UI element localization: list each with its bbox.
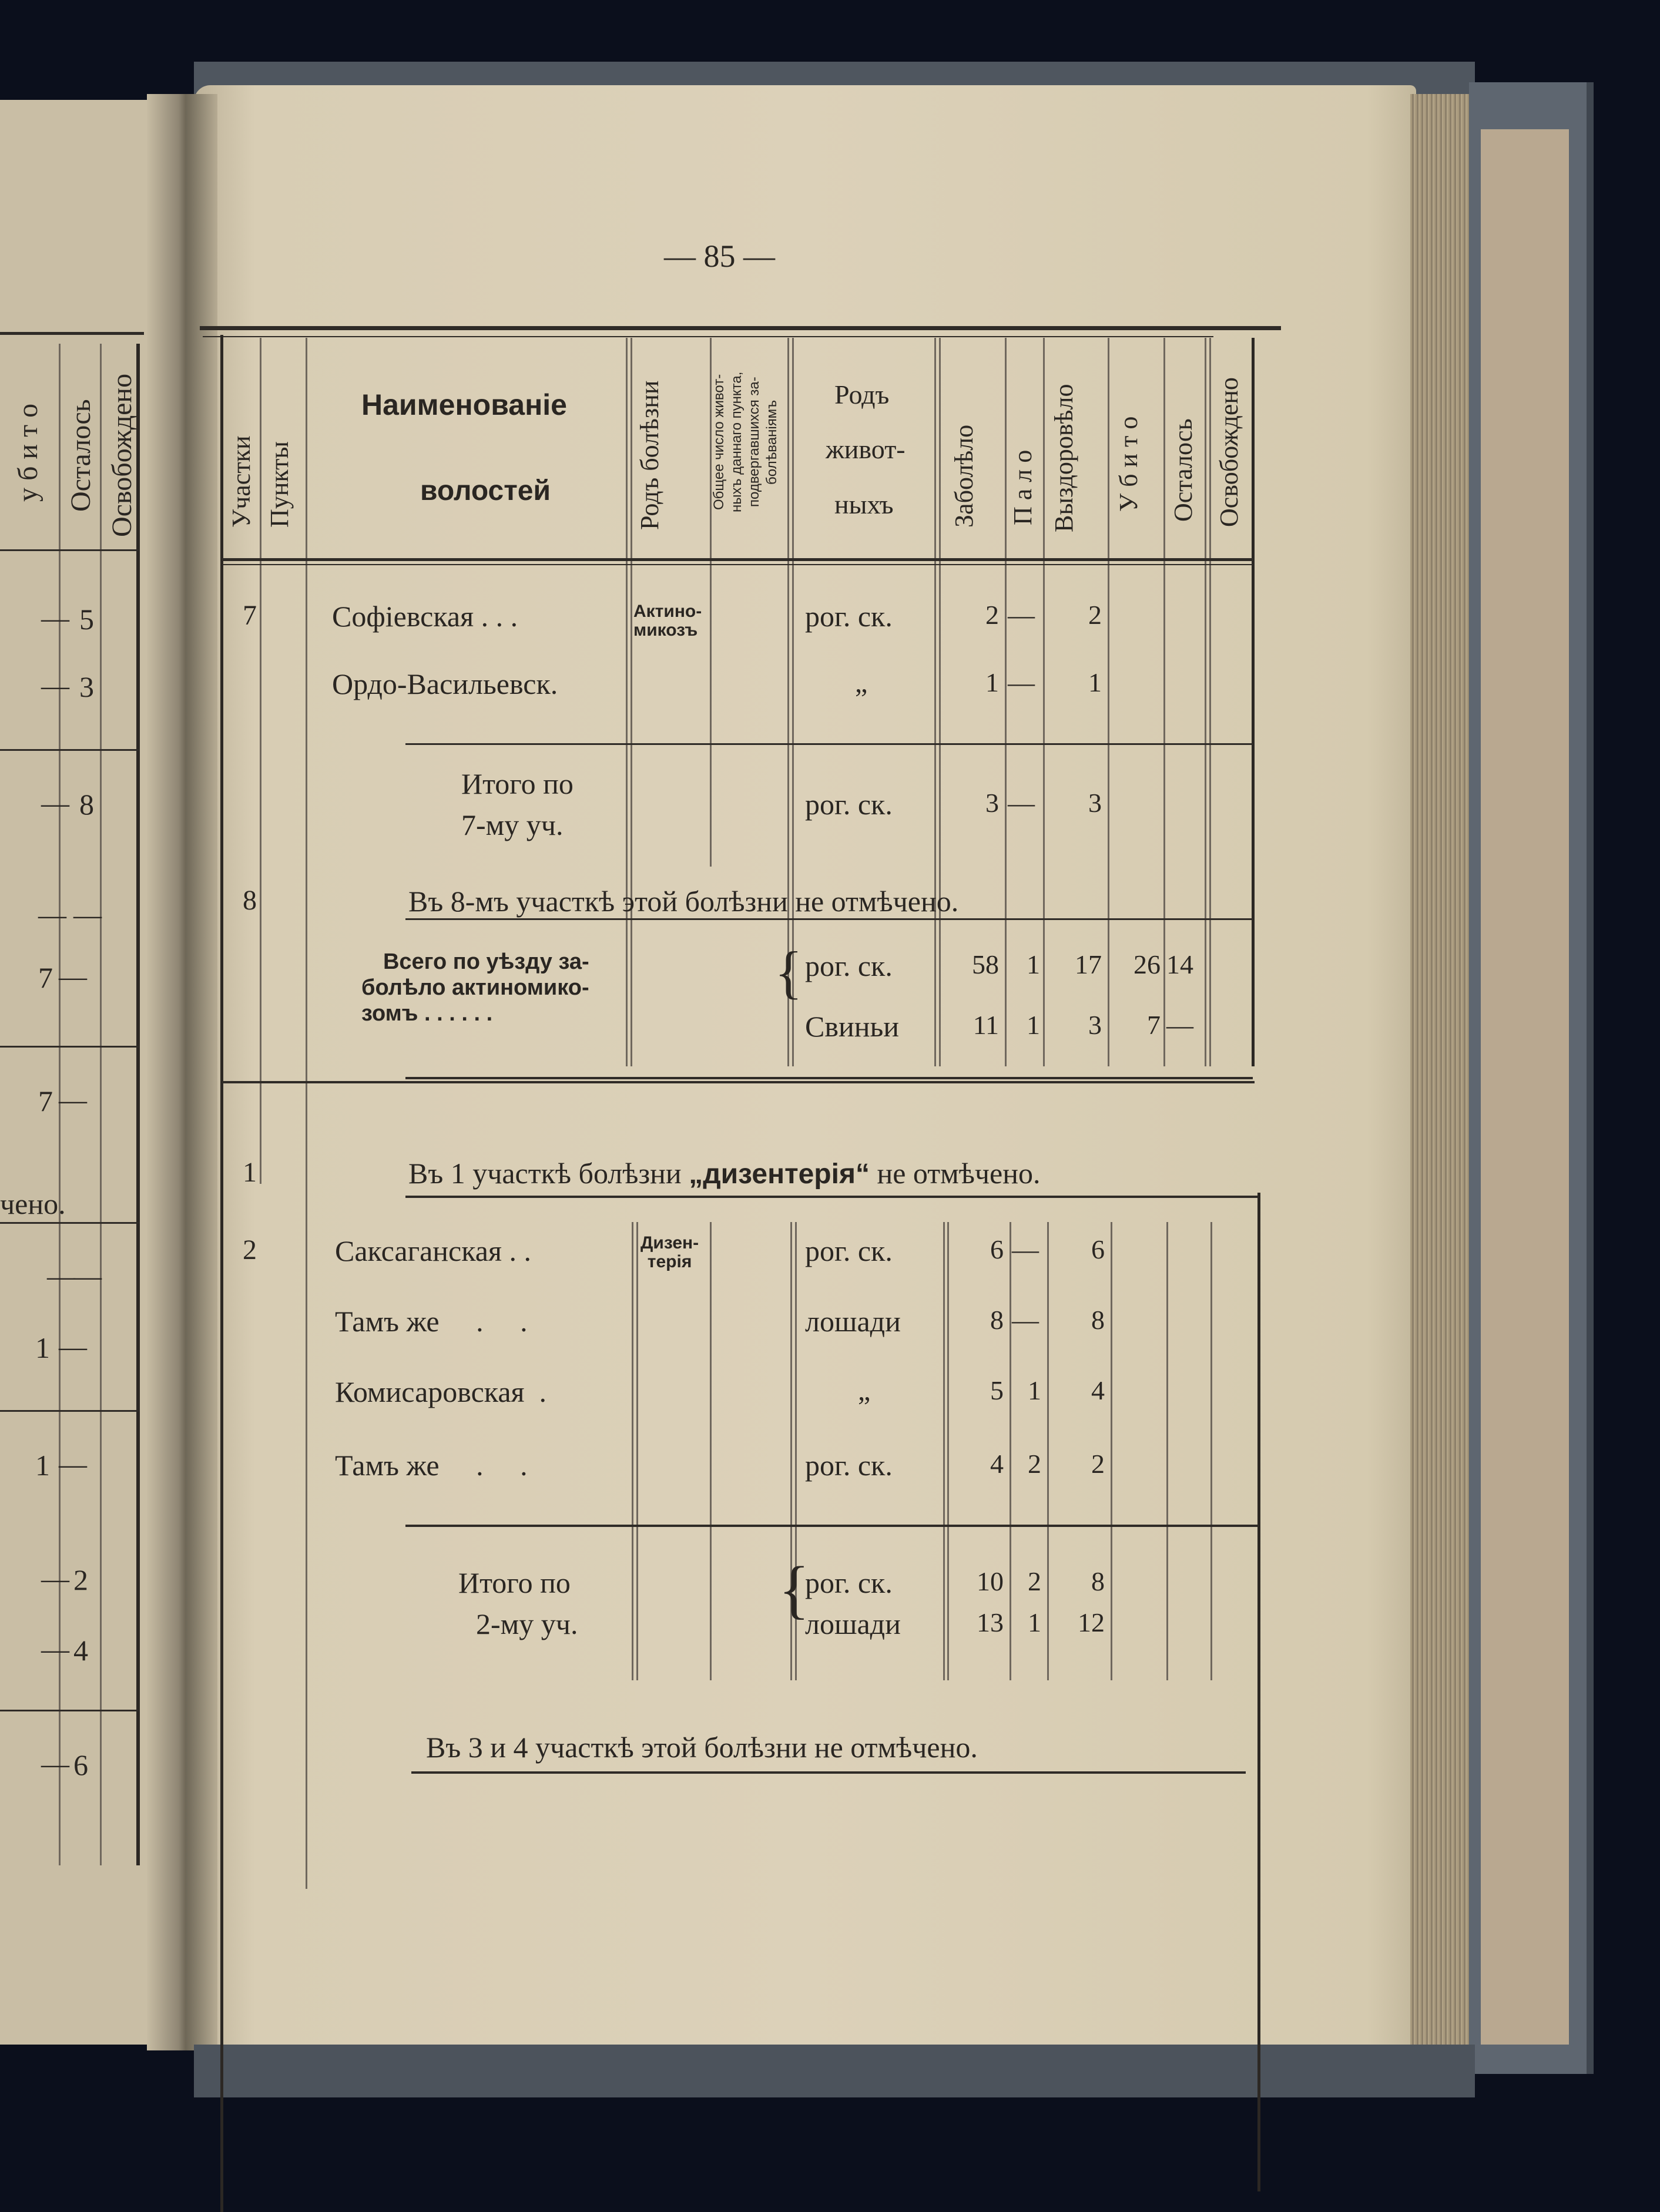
row-disease: Актино- микозъ (633, 602, 702, 640)
row-animal: рог. ск. (805, 788, 893, 821)
row-uchastok: 8 (243, 885, 257, 916)
itogo-label: Итого по (458, 1566, 571, 1599)
left-value: 1 (35, 1331, 50, 1364)
row-animal: рог. ск. (805, 1234, 893, 1267)
left-value: 8 (79, 788, 94, 821)
left-value: 1 (35, 1449, 50, 1482)
header-naimenovanie: Наименованіе (361, 388, 567, 421)
row-animal: рог. ск. (805, 949, 893, 982)
left-value: — (41, 1748, 69, 1780)
row-note: Въ 1 участкѣ болѣзни „дизентерія“ не отмѣчено. (408, 1157, 1041, 1190)
left-value: — (73, 1261, 102, 1292)
cell-ostalos: — (1166, 1010, 1193, 1040)
cell-palo: — (1008, 667, 1035, 697)
left-value: — (59, 1085, 87, 1116)
left-value: — (38, 899, 66, 931)
cell-vyzdorovelo: 3 (1088, 1010, 1102, 1040)
cell-vyzdorovelo: 12 (1078, 1607, 1105, 1637)
vsego-label: Всего по уѣзду за- болѣло актиномико- зомъ . . . . . . (361, 949, 589, 1026)
left-value: — (59, 961, 87, 992)
cell-zabolelo: 8 (990, 1305, 1004, 1335)
row-animal: рог. ск. (805, 1449, 893, 1482)
left-value: 5 (79, 603, 94, 636)
left-header-ubito: у б и т о (12, 403, 43, 502)
left-header-osvobozhdeno: Освобождено (106, 373, 138, 538)
header-ubito: У б и т о (1114, 416, 1143, 512)
row-uchastok: 7 (243, 600, 257, 631)
cell-palo: — (1012, 1234, 1039, 1264)
header-rod-zhivotnykh-3: ныхъ (834, 489, 894, 519)
row-volost: Софіевская . . . (332, 600, 518, 633)
cell-vyzdorovelo: 1 (1088, 667, 1102, 697)
cell-zabolelo: 11 (972, 1010, 999, 1040)
cell-zabolelo: 1 (985, 667, 999, 697)
left-value: — (41, 788, 69, 819)
cell-zabolelo: 4 (990, 1449, 1004, 1479)
cell-zabolelo: 3 (985, 788, 999, 818)
left-value: 4 (73, 1634, 88, 1667)
row-animal: рог. ск. (805, 600, 893, 633)
left-value: — (41, 1563, 69, 1595)
header-punkty: Пункты (265, 441, 294, 528)
left-value: 7 (38, 961, 53, 994)
left-value: — (41, 670, 69, 701)
brace-icon: { (779, 1553, 810, 1625)
brace-icon: { (774, 939, 803, 1005)
itogo-label: 2-му уч. (476, 1607, 578, 1640)
header-ostalos: Осталось (1169, 418, 1198, 522)
left-value: — (41, 1634, 69, 1665)
header-palo: П а л о (1008, 449, 1037, 526)
header-uchastki: Участки (227, 435, 256, 528)
left-value: — (47, 1261, 75, 1292)
left-value: 2 (73, 1563, 88, 1596)
cell-vyzdorovelo: 2 (1088, 600, 1102, 630)
left-value: — (41, 603, 69, 634)
row-animal: лошади (805, 1607, 901, 1640)
cell-zabolelo: 2 (985, 600, 999, 630)
cell-ubito: 26 (1134, 949, 1161, 979)
cell-zabolelo: 6 (990, 1234, 1004, 1264)
itogo-label: Итого по (461, 767, 574, 800)
book-cover-bottom (194, 2045, 1475, 2097)
row-volost: Тамъ же . . (335, 1305, 528, 1338)
cell-zabolelo: 13 (977, 1607, 1004, 1637)
cell-vyzdorovelo: 17 (1075, 949, 1102, 979)
book-endpaper (1481, 129, 1569, 2045)
left-value: — (59, 1449, 87, 1480)
cell-zabolelo: 5 (990, 1375, 1004, 1405)
cell-vyzdorovelo: 4 (1091, 1375, 1105, 1405)
header-osvobozhdeno: Освобождено (1215, 377, 1243, 528)
left-value: 3 (79, 670, 94, 703)
left-value: — (59, 1331, 87, 1362)
header-zabolelo: Заболѣло (950, 424, 978, 528)
cell-palo: — (1008, 600, 1035, 630)
left-value: — (73, 899, 102, 931)
header-rod-zhivotnykh-2: живот- (826, 434, 906, 464)
cell-palo: 1 (1028, 1375, 1041, 1405)
cell-zabolelo: 10 (977, 1566, 1004, 1596)
row-volost: Саксаганская . . (335, 1234, 531, 1267)
cell-palo: 1 (1027, 1010, 1040, 1040)
header-vyzdorovelo: Выздоровѣло (1049, 384, 1078, 533)
cell-ostalos: 14 (1166, 949, 1193, 979)
cell-vyzdorovelo: 2 (1091, 1449, 1105, 1479)
row-disease: Дизен- терія (640, 1233, 699, 1271)
row-animal: „ (855, 667, 868, 699)
row-animal: лошади (805, 1305, 901, 1338)
left-value: чено. (0, 1187, 66, 1220)
cell-zabolelo: 58 (972, 949, 999, 979)
row-animal: рог. ск. (805, 1566, 893, 1599)
row-note: Въ 3 и 4 участкѣ этой болѣзни не отмѣчено. (426, 1731, 978, 1764)
cell-palo: 1 (1027, 949, 1040, 979)
cell-palo: 2 (1028, 1449, 1041, 1479)
row-uchastok: 1 (243, 1157, 257, 1188)
cell-palo: — (1008, 788, 1035, 818)
cell-ubito: 7 (1147, 1010, 1161, 1040)
book-gutter (147, 94, 217, 2050)
row-uchastok: 2 (243, 1234, 257, 1266)
cell-palo: 2 (1028, 1566, 1041, 1596)
left-value: 6 (73, 1748, 88, 1781)
row-animal: Свиньи (805, 1010, 900, 1043)
cell-vyzdorovelo: 8 (1091, 1566, 1105, 1596)
cell-vyzdorovelo: 8 (1091, 1305, 1105, 1335)
row-animal: „ (858, 1375, 871, 1407)
left-header-ostalos: Осталось (65, 399, 96, 512)
row-volost: Комисаровская . (335, 1375, 547, 1408)
itogo-label: 7-му уч. (461, 808, 564, 841)
cell-palo: 1 (1028, 1607, 1041, 1637)
cell-palo: — (1012, 1305, 1039, 1335)
cell-vyzdorovelo: 6 (1091, 1234, 1105, 1264)
row-volost: Ордо-Васильевск. (332, 667, 558, 700)
row-volost: Тамъ же . . (335, 1449, 528, 1482)
row-note: Въ 8-мъ участкѣ этой болѣзни не отмѣчено. (408, 885, 959, 918)
cell-vyzdorovelo: 3 (1088, 788, 1102, 818)
header-rod-bolezni: Родъ болѣзни (635, 380, 664, 531)
page-number: — 85 — (664, 239, 775, 274)
header-rod-zhivotnykh-1: Родъ (834, 380, 890, 409)
left-value: 7 (38, 1085, 53, 1117)
page-edges (1410, 94, 1475, 2045)
header-volostey: волостей (420, 475, 551, 506)
